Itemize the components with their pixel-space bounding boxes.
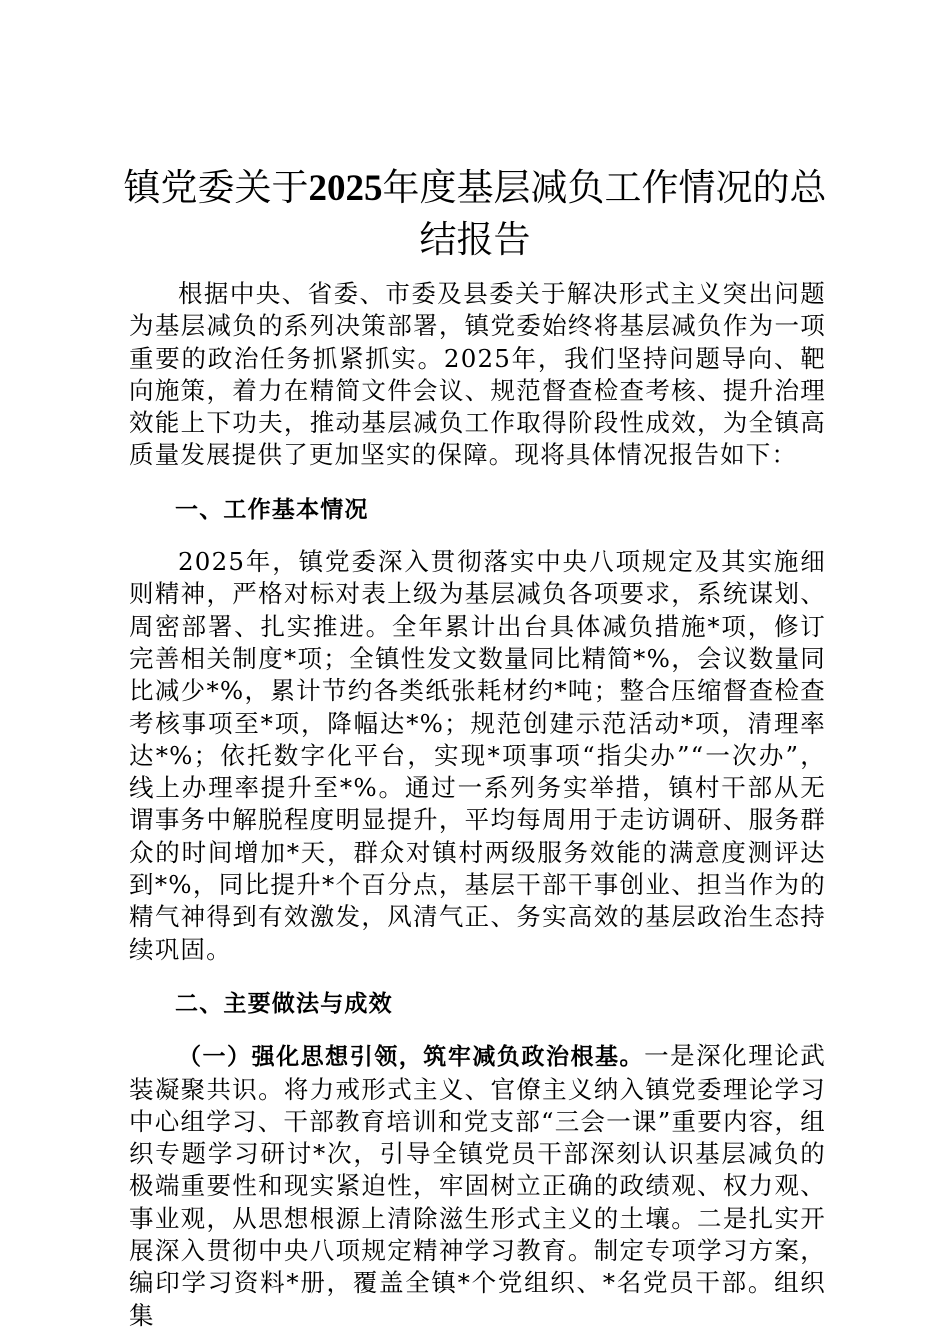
document-title <box>120 162 830 265</box>
title-suffix: 年度基层减负工作情况的总结报告 <box>382 166 827 261</box>
intro-paragraph: 根据中央、省委、市委及县委关于解决形式主义突出问题为基层减负的系列决策部署，镇党委始终将基层减负作为一项重要的政治任务抓紧抓实。2025年，我们坚持问题导向、靶向施策，着力在精简文件会议、规范督查检查考核、提升治理效能上下功夫，推动基层减负工作取得阶段性成效，为全镇高质量发展提供了更加坚实的保障。现将具体情况报告如下： <box>129 279 826 470</box>
subsection-1-paragraph <box>129 1040 826 1332</box>
document-body <box>129 278 826 1332</box>
section-1-paragraph: 2025年，镇党委深入贯彻落实中央八项规定及其实施细则精神，严格对标对表上级为基层减负各项要求，系统谋划、周密部署、扎实推进。全年累计出台具体减负措施*项，修订完善相关制度*项；全镇性发文数量同比精简*%，会议数量同比减少*%，累计节约各类纸张耗材约*吨；整合压缩督查检查考核事项至*项，降幅达*%；规范创建示范活动*项，清理率达*%；依托数字化平台，实现*项事项“指尖办”“一次办”，线上办理率提升至*%。通过一系列务实举措，镇村干部从无谓事务中解脱程度明显提升，平均每周用于走访调研、服务群众的时间增加*天，群众对镇村两级服务效能的满意度测评达到*%，同比提升*个百分点，基层干部干事创业、担当作为的精气神得到有效激发，风清气正、务实高效的基层政治生态持续巩固。 <box>129 547 826 964</box>
title-year: 2025 <box>308 168 383 209</box>
section-heading-1: 一、工作基本情况 <box>175 496 369 523</box>
subsection-1-lead: （一）强化思想引领，筑牢减负政治根基。 <box>178 1044 645 1071</box>
section-heading-2: 二、主要做法与成效 <box>175 990 393 1017</box>
subsection-1-body: 一是深化理论武装凝聚共识。将力戒形式主义、官僚主义纳入镇党委理论学习中心组学习、干部教育培训和党支部“三会一课”重要内容，组织专题学习研讨*次，引导全镇党员干部深刻认识基层减负的极端重要性和现实紧迫性，牢固树立正确的政绩观、权力观、事业观，从思想根源上清除滋生形式主义的土壤。二是扎实开展深入贯彻中央八项规定精神学习教育。制定专项学习方案，编印学习资料*册，覆盖全镇*个党组织、*名党员干部。组织集 <box>129 1041 826 1330</box>
title-prefix: 镇党委关于 <box>123 166 309 209</box>
